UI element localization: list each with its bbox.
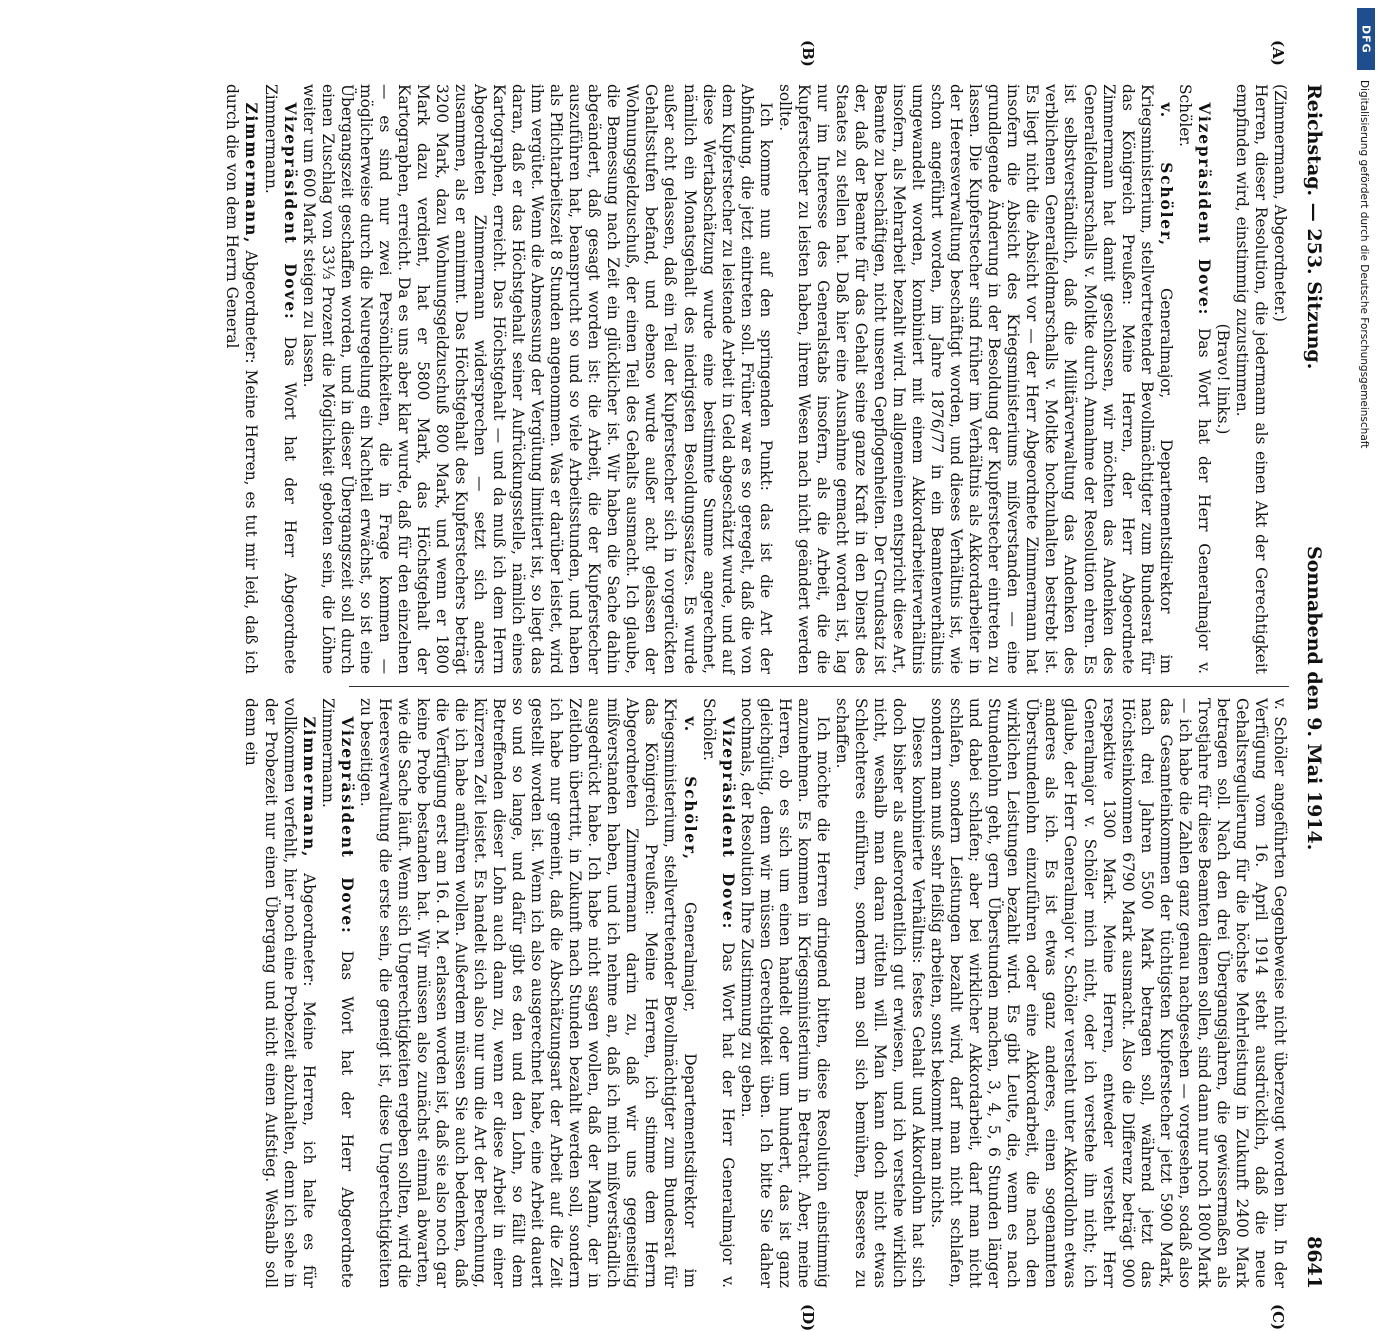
running-head-left: Reichstag. — 253. Sitzung. [1303,84,1325,370]
column-divider [349,686,1289,687]
paragraph-text: (Zimmermann, Abgeordneter.) [1271,84,1289,322]
paragraph-text: Ich komme nun auf den springenden Punkt: das ist die Art der Abfindung, die jetzt eintreten soll. Früher war es so geregelt, daß die von dem Kupferstecher zu leistende Arbeit in Geld abgeschätzt wurde, und auf diese Wertabschätzung wurde eine bestimmte Summe angerechnet, nämlich ein Monatsgehalt des niedrigsten Besoldungssatzes. Es wurde außer acht gelassen, daß ein Teil der Kupferstecher sich in vorgerückten Gehaltsstufen befand, und ebenso wurde außer acht gelassen der Wohnungsgeldzuschuß, der einen Teil des Gehalts ausmacht. Ich glaube, die Bemessung nach Zeit ein glücklicher ist. Wir haben die Sache dahin abgeändert, daß gesagt worden ist: die Arbeit, die der Kupferstecher auszuführen hat, beansprucht so und so viele Arbeitsstunden, und haben als Pflichtarbeitszeit 8 Stunden angenommen. Was er darüber leistet, wird ihm vergütet. Wenn die Abmessung der Vergütung limitiert ist, so liegt das daran, daß er das Höchstgehalt seiner Aufrückungsstelle, nämlich eines Kartographen, erreicht. Das Höchstgehalt — und da muß ich dem Herrn Abgeordneten Zimmermann widersprechen — setzt sich anders zusammen, als er annimmt. Das Höchstgehalt des Kupferstechers beträgt 3200 Mark, dazu Wohnungsgeldzuschuß 800 Mark, und wenn er 1800 Mark dazu verdient, hat er 5800 Mark, das Höchstgehalt der Kartographen, erreicht. Da es uns aber klar wurde, daß für den einzelnen — es sind nur zwei Persönlichkeiten, die in Frage kommen — möglicherweise durch die Neuregelung ein Nachteil erwächst, so ist eine Übergangszeit geschaffen worden, und in dieser Übergangszeit soll durch einen Zuschlag von 33⅓ Prozent die Möglichkeit geboten sein, die Löhne weiter um 600 Mark steigen zu lassen. [299,84,775,674]
digitization-credit [1356,8,1376,992]
margin-marker-a: (A) [1269,40,1287,66]
paragraph-text: Das Wort hat der Herr Abgeordnete Zimmermann. [261,84,299,674]
paragraph-text: Herren, dieser Resolution, die jedermann als einen Akt der Gerechtigkeit empfinden wird, einstimmig zuzustimmen. [1232,84,1270,674]
paragraph-text: Das Wort hat der Herr Abgeordnete Zimmermann. [318,698,356,1288]
paragraph-text: Abgeordneter: Meine Herren, es tut mir leid, daß ich durch die von dem Herrn General [223,84,261,674]
speaker-name: Vizepräsident Dove: [1194,102,1213,317]
text-paragraph [1270,84,1289,674]
paragraph-text: Ich möchte die Herren dringend bitten, diese Resolution einstimmig anzunehmen. Es kommen in Kriegsministerium in Betracht. Aber, meine Herren, ob es sich um einen handelt oder um hundert, das ist ganz gleichgültig, denn wir müssen Gerechtigkeit üben. Ich bitte Sie daher nochmals, der Resolution Ihre Zustimmung zu geben. [737,698,832,1288]
paragraph-text: Dieses kombinierte Verhältnis: festes Gehalt und Akkordlohn hat sich doch bisher als außerordentlich gut erwiesen, und ich verstehe wirklich nicht, weshalb man daran rütteln will. Man kann doch nicht etwas Schlechteres einführen, sondern man soll sich bemühen, Besseres zu schaffen. [832,698,928,1288]
speech-paragraph [260,84,298,674]
speech-paragraph [222,84,260,674]
paragraph-text: Generalmajor, Departementsdirektor im Kriegsministerium, stellvertretender Bevollmächtigter zum Bundesrat für das Königreich Preußen: Meine Herren, der Herr Abgeordnete Zimmermann hat damit geschlossen, wir möchten das Andenken des Generalfeldmarschalls v. Moltke durch Annahme der Resolution ehren. Es ist selbstverständlich, daß die Militärverwaltung das Andenken des verblichenen Generalfeldmarschalls v. Moltke hochzuhalten bestrebt ist. Es liegt nicht die Absicht vor — der Herr Abgeordnete Zimmermann hat insofern die Absicht des Kriegsministeriums mißverstanden — eine grundlegende Änderung in der Besoldung der Kupferstecher eintreten zu lassen. Die Kupferstecher sind früher im Verhältnis als Akkordarbeiter in der Heeresverwaltung beschäftigt worden, und dieses Verhältnis ist, wie schon angeführt worden, im Jahre 1876/77 in ein Beamtenverhältnis umgewandelt worden, kombiniert mit einem Akkordarbeiterverhältnis insofern, als Mehrarbeit bezahlt wird. Im allgemeinen entspricht diese Art, Beamte zu beschäftigen, nicht unseren Gepflogenheiten. Der Grundsatz ist der, daß der Beamte für das Gehalt seine ganze Kraft in den Dienst des Staates zu stellen hat. Daß hier eine Ausnahme gemacht worden ist, lag nur im Interesse des Generalstabs insofern, als die Arbeit, die die Kupferstecher zu leisten haben, ihrem Wesen nach nicht geändert werden sollte. [775,84,1175,674]
speaker-name: v. Schöler, [1156,102,1175,247]
paragraph-text: Generalmajor, Departementsdirektor im Kriegsministerium, stellvertretender Bevollmächtigter zum Bundesrat für das Königreich Preußen: Meine Herren, ich stimme dem Herrn Abgeordneten Zimmermann darin zu, daß wir uns gegenseitig mißverstanden haben, und ich nehme an, daß ich mich mißverständlich ausgedrückt habe. Ich habe nicht sagen wollen, daß der Mann, der in Zeitlohn übertritt, in Zukunft nach Stunden bezahlt werden soll, sondern ich habe nur gemeint, daß die Abschätzungsart der Arbeit auf die Zeit gestellt worden ist. Wenn ich also ausgerechnet habe, eine Arbeit dauert so und so lange, und dafür gibt es den und den Lohn, so fällt dem Betreffenden dieser Lohn auch dann zu, wenn er diese Arbeit in einer kürzeren Zeit leistet. Es handelt sich also nur um die Art der Berechnung, die ich habe anführen wollen. Außerdem müssen Sie auch bedenken, daß die Verfügung erst am 16. d. M. erlassen worden ist, daß sie also noch gar keine Probe bestanden hat. Wir müssen also zunächst einmal abwarten, wie die Sache läuft. Wenn sich Ungerechtigkeiten ergeben sollten, wird die Heeresverwaltung die erste sein, die geneigt ist, diese Ungerechtigkeiten zu beseitigen. [356,698,699,1288]
speech-paragraph [699,698,737,1288]
speech-paragraph [1175,84,1213,674]
dfg-logo: DFG [1357,8,1375,70]
speaker-name: Vizepräsident Dove: [337,716,356,935]
paragraph-text: Abgeordneter: Meine Herren, ich halte es für vollkommen verfehlt, hier noch eine Probezeit abzuhalten, denn ich sehe in der Probezeit nur einen Übergang und nicht einen Aufstieg. Weshalb soll denn ein [242,698,318,1288]
paragraph-text: Das Wort hat der Herr Generalmajor v. Schöler. [699,698,737,1288]
speaker-name: Vizepräsident Dove: [280,102,299,321]
margin-marker-c: (C) [1269,1304,1287,1331]
text-column-left [223,84,1289,674]
margin-marker-d: (D) [799,1304,817,1331]
text-column-right [242,698,1289,1288]
text-paragraph [927,698,1289,1288]
text-paragraph [832,698,927,1288]
running-head [1297,84,1331,1289]
credit-text: Digitalisierung gefördert durch die Deutsche Forschungsgemeinschaft [1358,80,1370,449]
text-paragraph [737,698,832,1288]
speaker-name: Zimmermann, [299,716,318,859]
speech-paragraph [775,84,1175,674]
text-paragraph [299,84,775,674]
speaker-name: v. Schöler, [680,716,699,861]
text-paragraph [1232,84,1270,674]
speech-paragraph [241,698,317,1288]
applause-note [1213,84,1232,674]
paragraph-text: Das Wort hat der Herr Generalmajor v. Schöler. [1175,84,1213,674]
paragraph-text: (Bravo! links.) [1213,323,1232,435]
speech-paragraph [318,698,356,1288]
speaker-name: Vizepräsident Dove: [718,716,737,931]
page-number: 8641 [1303,1236,1325,1289]
speaker-name: Zimmermann, [242,102,261,245]
paragraph-text: v. Schöler angeführten Gegenbeweise nicht überzeugt worden bin. In der Verfügung vom 16. April 1914 steht ausdrücklich, daß die neue Gehaltsregulierung für die höchste Mehrleistung in Zukunft 2400 Mark betragen soll. Nach den drei Übergangsjahren, die gewissermaßen als Trostjahre für diese Beamten dienen sollen, sind dann nur noch 1800 Mark — ich habe die Zahlen ganz genau nachgesehen — vorgesehen, sodaß also das Gesamteinkommen der tüchtigsten Kupferstecher jetzt 5900 Mark, nach drei Jahren 5500 Mark betragen soll, während jetzt das Höchsteinkommen 6790 Mark ausmacht. Also die Differenz beträgt 900 respektive 1300 Mark. Meine Herren, entweder versteht Herr Generalmajor v. Schöler mich nicht, oder ich verstehe ihn nicht; ich glaube, der Herr Generalmajor v. Schöler versteht unter Akkordlohn etwas anderes als ich. Es ist etwas ganz anderes, einen sogenannten Überstundenlohn einzuführen oder eine Akkordarbeit, die nach den wirklichen Leistungen bezahlt wird. Es gibt Leute, die, wenn es nach Stundenlohn geht, gern Überstunden machen, 3, 4, 5, 6 Stunden länger und dabei schlafen; aber bei wirklicher Akkordarbeit, darf man nicht schlafen, sondern Leistungen bezahlt wird, darf man nicht schlafen, sondern man muß sehr fleißig arbeiten, sonst bekommt man nichts. [928,698,1289,1288]
speech-paragraph [356,698,699,1288]
margin-marker-b: (B) [799,40,817,67]
running-head-date: Sonnabend den 9. Mai 1914. [1303,546,1325,851]
